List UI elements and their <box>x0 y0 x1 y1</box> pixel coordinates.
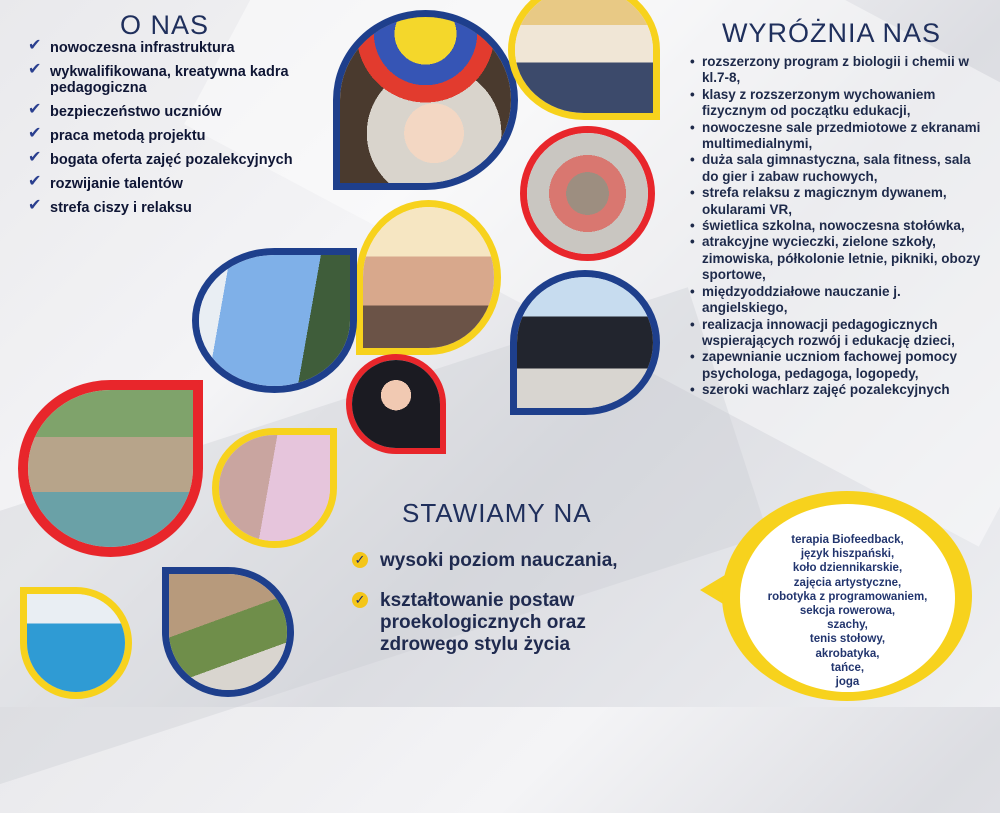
list-item: język hiszpański, <box>800 548 895 561</box>
activities-list <box>740 533 955 689</box>
check-badge-icon: ✓ <box>352 552 368 568</box>
list-item: tenis stołowy, <box>809 633 886 646</box>
list-item: • szeroki wachlarz zajęć pozalekcyjnych <box>690 382 950 398</box>
list-item: ✔ nowoczesna infrastruktura <box>28 37 235 56</box>
check-icon: ✔ <box>28 149 42 166</box>
bullet-icon: • <box>690 86 695 102</box>
list-item: • atrakcyjne wycieczki, zielone szkoły, zimowiska, półkolonie letnie, pikniki, obozy sportowe, <box>690 234 981 283</box>
bullet-icon: • <box>690 382 695 398</box>
photo-umbrella-girl <box>333 10 518 190</box>
bullet-icon: • <box>690 316 695 332</box>
o-nas-list <box>28 37 328 224</box>
check-icon: ✔ <box>28 197 42 214</box>
list-item: ✔ rozwijanie talentów <box>28 173 183 192</box>
list-item: • nowoczesne sale przedmiotowe z ekranami multimedialnymi, <box>690 119 981 152</box>
list-item: • międzyoddziałowe nauczanie j. angielskiego, <box>690 283 901 316</box>
bullet-icon: • <box>690 152 695 168</box>
bullet-icon: • <box>690 349 695 365</box>
list-item: ✓ wysoki poziom nauczania, <box>352 550 672 572</box>
photo-circle-carpet <box>520 126 655 261</box>
list-item: • świetlica szkolna, nowoczesna stołówka, <box>690 218 965 234</box>
list-item: ✓ kształtowanie postaw proekologicznych oraz zdrowego stylu życia <box>352 590 672 656</box>
check-icon: ✔ <box>28 125 42 142</box>
list-item: ✔ strefa ciszy i relaksu <box>28 197 192 216</box>
photo-girls-chair <box>18 380 203 557</box>
bullet-icon: • <box>690 218 695 234</box>
list-item: • rozszerzony program z biologii i chemii w kl.7-8, <box>690 54 970 86</box>
photo-boys-certificates <box>20 587 132 699</box>
bullet-icon: • <box>690 54 695 69</box>
check-icon: ✔ <box>28 101 42 118</box>
stawiamy-list <box>352 550 672 674</box>
stawiamy-title: STAWIAMY NA <box>402 498 592 528</box>
list-item: • strefa relaksu z magicznym dywanem, okularami VR, <box>690 185 947 217</box>
wyrozniaja-list <box>690 54 990 399</box>
photo-girl-costume <box>346 354 446 454</box>
photo-class-group <box>510 270 660 415</box>
list-item: ✔ bezpieczeństwo uczniów <box>28 101 222 120</box>
list-item: • zapewnianie uczniom fachowej pomocy psychologa, pedagoga, logopedy, <box>690 349 958 381</box>
list-item: joga <box>835 676 860 689</box>
list-item: • duża sala gimnastyczna, sala fitness, sala do gier i zabaw ruchowych, <box>690 152 971 184</box>
list-item: koło dziennikarskie, <box>792 562 903 575</box>
list-item: ✔ praca metodą projektu <box>28 125 206 144</box>
list-item: terapia Biofeedback, <box>791 534 904 546</box>
list-item: zajęcia artystyczne, <box>793 576 902 589</box>
wyrozniaja-title: WYRÓŻNIA NAS <box>722 18 942 48</box>
check-icon: ✔ <box>28 37 42 54</box>
list-item: tańce, <box>830 661 865 674</box>
bullet-icon: • <box>690 283 695 299</box>
list-item: akrobatyka, <box>815 647 880 660</box>
list-item: • realizacja innowacji pedagogicznych wspierających rozwój i edukację dzieci, <box>690 316 955 348</box>
check-icon: ✔ <box>28 173 42 190</box>
bullet-icon: • <box>690 234 695 250</box>
list-item: szachy, <box>827 619 868 632</box>
check-badge-icon: ✓ <box>352 592 368 608</box>
photo-kids-dressup <box>212 428 337 548</box>
photo-kids-selfie <box>356 200 501 355</box>
photo-smartboard <box>192 248 357 393</box>
list-item: sekcja rowerowa, <box>799 605 896 618</box>
o-nas-title: O NAS <box>120 10 210 40</box>
photo-kids-standing <box>508 0 660 120</box>
list-item: ✔ bogata oferta zajęć pozalekcyjnych <box>28 149 293 168</box>
check-icon: ✔ <box>28 61 42 78</box>
list-item: • klasy z rozszerzonym wychowaniem fizycznym od początku edukacji, <box>690 86 936 119</box>
list-item: ✔ wykwalifikowana, kreatywna kadra pedagogiczna <box>28 61 289 96</box>
list-item: robotyka z programowaniem, <box>767 590 928 603</box>
bullet-icon: • <box>690 185 695 201</box>
photo-cooking-class <box>162 567 294 697</box>
bullet-icon: • <box>690 119 695 135</box>
